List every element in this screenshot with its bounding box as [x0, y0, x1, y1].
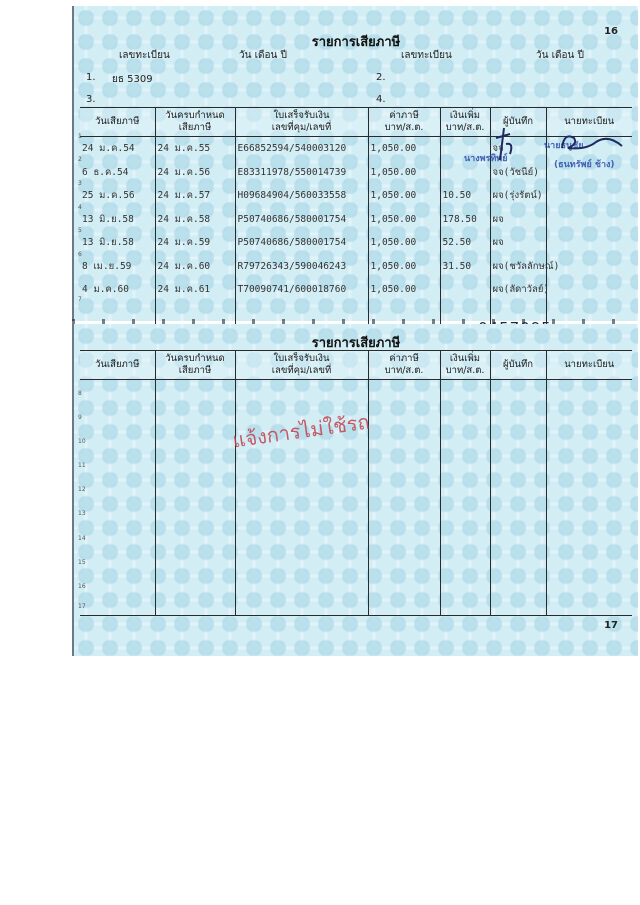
cell-empty: [80, 451, 155, 475]
cell-empty: [80, 568, 155, 592]
row-number: 12: [78, 486, 86, 493]
cell-empty: [155, 380, 235, 404]
cell-empty: [546, 568, 632, 592]
row-number: 11: [78, 462, 86, 469]
cell-empty: [368, 498, 440, 522]
table-row-empty: [80, 451, 632, 475]
entry-index-2: 2.: [376, 72, 386, 83]
table-row: [80, 184, 632, 208]
cell-empty: [155, 545, 235, 569]
cell-empty: [235, 451, 368, 475]
cell-empty: [546, 521, 632, 545]
blue-stamp-line-1: นายธนูชัย: [544, 141, 584, 151]
cell-surcharge: 10.50: [440, 184, 490, 208]
cell-receipt: E66852594/540003120: [235, 137, 368, 161]
section-title: รายการเสียภาษี: [311, 336, 401, 351]
cell-due: 24 ม.ค.57: [155, 184, 235, 208]
cell-empty: [80, 498, 155, 522]
table-row: [80, 161, 632, 185]
cell-receipt: T70090741/600018760: [235, 278, 368, 302]
table-row-empty: [80, 545, 632, 569]
cell-empty: [440, 592, 490, 616]
table-row-empty: [80, 380, 632, 404]
tax-record-page-17: [72, 324, 638, 656]
red-stamp-not-in-use: แจ้งการไม่ใช้รถ: [231, 409, 371, 453]
blue-stamp-line-2: นางพรทิพย์: [464, 154, 508, 164]
row-number: 6: [78, 251, 82, 258]
cell-surcharge: 52.50: [440, 231, 490, 255]
col-header-surcharge: เงินเพิ่ม บาท/ส.ต.: [440, 108, 490, 137]
cell-empty: [235, 498, 368, 522]
row-number: 13: [78, 510, 86, 517]
cell-recorder: ผจ(รุ่งรัตน์): [490, 184, 546, 208]
col-header-recorder: ผู้บันทึก: [490, 108, 546, 137]
row-number: 2: [78, 156, 82, 163]
row-number: 16: [78, 583, 86, 590]
page-number: 17: [604, 620, 618, 631]
table-row-empty: [80, 592, 632, 616]
cell-recorder: ผจ: [490, 231, 546, 255]
cell-empty: [440, 545, 490, 569]
row-number: 7: [78, 296, 82, 303]
cell-empty: [368, 451, 440, 475]
table-row-empty: [80, 521, 632, 545]
table-header-row: [80, 108, 632, 137]
cell-empty: [155, 404, 235, 428]
cell-empty: [440, 521, 490, 545]
col-header-receipt: ใบเสร็จรับเงิน เลขที่คุม/เลขที่: [235, 108, 368, 137]
cell-empty: [440, 498, 490, 522]
cell-surcharge: [440, 278, 490, 302]
cell-tax: 1,050.00: [368, 231, 440, 255]
cell-empty: [490, 568, 546, 592]
row-number: 8: [78, 390, 82, 397]
col-header-surcharge: เงินเพิ่ม บาท/ส.ต.: [440, 351, 490, 380]
cell-empty: [235, 545, 368, 569]
cell-receipt: R79726343/590046243: [235, 255, 368, 279]
cell-empty: [368, 568, 440, 592]
cell-empty: [80, 404, 155, 428]
cell-empty: [368, 427, 440, 451]
cell-empty: [490, 545, 546, 569]
cell-empty: [368, 521, 440, 545]
cell-empty: [80, 592, 155, 616]
cell-tax: 1,050.00: [368, 184, 440, 208]
cell-empty: [155, 592, 235, 616]
cell-empty: [546, 380, 632, 404]
col-header-tax: ค่าภาษี บาท/ส.ต.: [368, 108, 440, 137]
cell-empty: [490, 498, 546, 522]
cell-empty: [546, 592, 632, 616]
cell-empty: [80, 521, 155, 545]
cell-empty: [155, 474, 235, 498]
table-row-empty: [80, 474, 632, 498]
cell-empty: [546, 545, 632, 569]
cell-registrar: [546, 208, 632, 232]
cell-empty: [440, 427, 490, 451]
cell-due: 24 ม.ค.56: [155, 161, 235, 185]
row-number: 17: [78, 603, 86, 610]
table-row: [80, 208, 632, 232]
cell-registrar: [546, 278, 632, 302]
cell-empty: [235, 521, 368, 545]
cell-empty: [235, 380, 368, 404]
cell-empty: [155, 427, 235, 451]
entry-index-3: 3.: [86, 94, 96, 105]
right-registration-label: เลขทะเบียน: [401, 50, 452, 61]
cell-due: 24 ม.ค.61: [155, 278, 235, 302]
col-header-registrar: นายทะเบียน: [546, 108, 632, 137]
cell-recorder: จจ(วัชนีย์): [490, 161, 546, 185]
cell-empty: [440, 451, 490, 475]
cell-recorder: จจ: [490, 137, 546, 161]
cell-receipt: P50740686/580001754: [235, 208, 368, 232]
table-header-row: [80, 351, 632, 380]
cell-tax: 1,050.00: [368, 255, 440, 279]
row-number: 3: [78, 180, 82, 187]
table-row: [80, 231, 632, 255]
cell-empty: [235, 592, 368, 616]
table-row-empty: [80, 568, 632, 592]
cell-empty: [440, 404, 490, 428]
cell-empty: [80, 474, 155, 498]
cell-empty: [368, 404, 440, 428]
cell-empty: [368, 380, 440, 404]
row-number: 15: [78, 559, 86, 566]
table-row: [80, 278, 632, 302]
recorder-signature-icon: [486, 124, 526, 164]
cell-receipt: H09684904/560033558: [235, 184, 368, 208]
cell-receipt: E83311978/550014739: [235, 161, 368, 185]
cell-empty: [80, 380, 155, 404]
left-registration-label: เลขทะเบียน: [119, 50, 170, 61]
cell-tax: 1,050.00: [368, 137, 440, 161]
col-header-registrar: นายทะเบียน: [546, 351, 632, 380]
cell-registrar: [546, 231, 632, 255]
col-header-due-date: วันครบกำหนด เสียภาษี: [155, 351, 235, 380]
cell-surcharge: 31.50: [440, 255, 490, 279]
cell-surcharge: 178.50: [440, 208, 490, 232]
cell-due: 24 ม.ค.60: [155, 255, 235, 279]
cell-empty: [490, 427, 546, 451]
cell-empty: [546, 404, 632, 428]
cell-registrar: [546, 184, 632, 208]
cell-empty: [546, 498, 632, 522]
cell-paid: 8 เม.ย.59: [80, 255, 155, 279]
section-title: รายการเสียภาษี: [311, 35, 401, 50]
col-header-paid-date: วันเสียภาษี: [80, 108, 155, 137]
cell-empty: [368, 474, 440, 498]
cell-empty: [80, 545, 155, 569]
cell-empty: [80, 427, 155, 451]
cell-recorder: ผจ(ชวัลลักษณ์): [490, 255, 546, 279]
col-header-receipt: ใบเสร็จรับเงิน เลขที่คุม/เลขที่: [235, 351, 368, 380]
cell-empty: [490, 404, 546, 428]
table-row: [80, 255, 632, 279]
cell-empty: [440, 380, 490, 404]
cell-paid: 13 มิ.ย.58: [80, 208, 155, 232]
cell-tax: 1,050.00: [368, 278, 440, 302]
tax-table-bottom: [80, 350, 632, 616]
cell-empty: [490, 474, 546, 498]
cell-empty: [490, 380, 546, 404]
cell-empty: [546, 451, 632, 475]
row-number: 10: [78, 438, 86, 445]
cell-paid: 24 ม.ค.54: [80, 137, 155, 161]
cell-empty: [490, 521, 546, 545]
cell-paid: 25 ม.ค.56: [80, 184, 155, 208]
cell-paid: 6 ธ.ค.54: [80, 161, 155, 185]
cell-tax: 1,050.00: [368, 208, 440, 232]
right-date-label: วัน เดือน ปี: [536, 50, 584, 61]
col-header-paid-date: วันเสียภาษี: [80, 351, 155, 380]
cell-empty: [155, 451, 235, 475]
cell-paid: 13 มิ.ย.58: [80, 231, 155, 255]
cell-recorder: ผจ(ลัดาวัลย์): [490, 278, 546, 302]
col-header-recorder: ผู้บันทึก: [490, 351, 546, 380]
cell-empty: [235, 568, 368, 592]
row-number: 4: [78, 204, 82, 211]
cell-empty: [546, 427, 632, 451]
entry-index-4: 4.: [376, 94, 386, 105]
row-number: 1: [78, 133, 82, 140]
cell-empty: [440, 568, 490, 592]
page-number: 16: [604, 26, 618, 37]
cell-due: 24 ม.ค.58: [155, 208, 235, 232]
row-number: 9: [78, 414, 82, 421]
cell-due: 24 ม.ค.55: [155, 137, 235, 161]
cell-receipt: P50740686/580001754: [235, 231, 368, 255]
cell-empty: [155, 568, 235, 592]
cell-empty: [490, 592, 546, 616]
cell-tax: 1,050.00: [368, 161, 440, 185]
entry-value-1: ยธ 5309: [112, 74, 153, 85]
cell-empty: [368, 545, 440, 569]
cell-paid: 4 ม.ค.60: [80, 278, 155, 302]
cell-empty: [546, 474, 632, 498]
cell-empty: [155, 521, 235, 545]
row-number: 5: [78, 227, 82, 234]
left-date-label: วัน เดือน ปี: [239, 50, 287, 61]
cell-empty: [235, 474, 368, 498]
cell-empty: [155, 498, 235, 522]
tax-record-page-16: [72, 6, 638, 321]
table-row-empty: [80, 498, 632, 522]
col-header-tax: ค่าภาษี บาท/ส.ต.: [368, 351, 440, 380]
cell-due: 24 ม.ค.59: [155, 231, 235, 255]
cell-empty: [490, 451, 546, 475]
row-number: 14: [78, 535, 86, 542]
registrar-signature-icon: [556, 128, 626, 158]
entry-index-1: 1.: [86, 72, 96, 83]
cell-empty: [440, 474, 490, 498]
blue-stamp-line-3: (ธนทรัพย์ ช้าง): [554, 160, 615, 170]
cell-recorder: ผจ: [490, 208, 546, 232]
col-header-due-date: วันครบกำหนด เสียภาษี: [155, 108, 235, 137]
cell-empty: [368, 592, 440, 616]
